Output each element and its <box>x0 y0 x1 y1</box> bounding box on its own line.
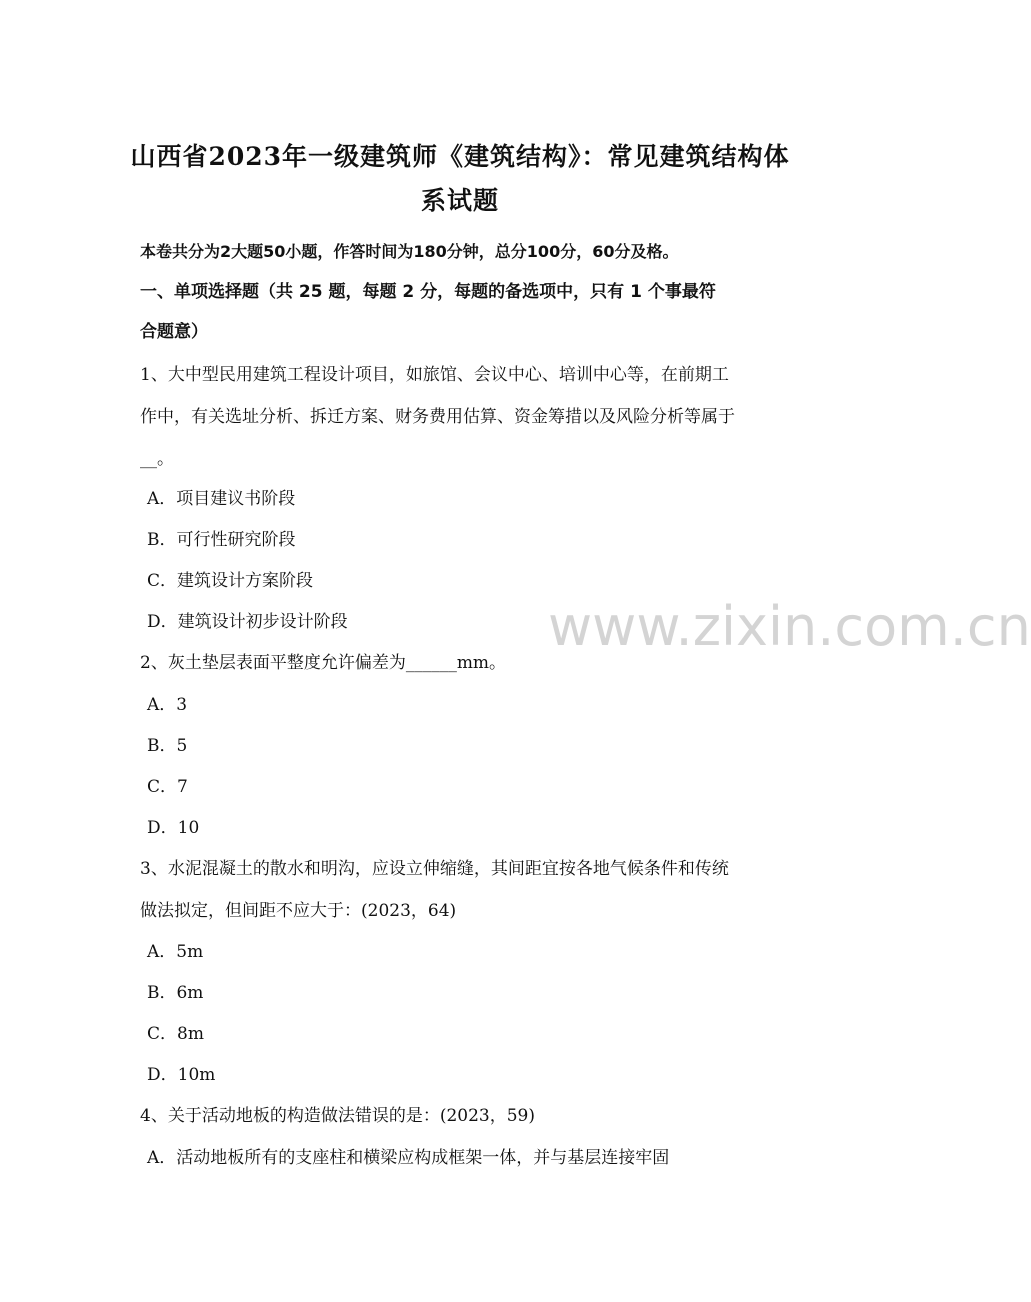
question-3-option-b: B．6m <box>147 983 204 1003</box>
question-3-line-2: 做法拟定，但间距不应大于：(2023，64) <box>140 901 457 921</box>
watermark: www.zixin.com.cn <box>548 595 1031 658</box>
document-title-line-1: 山西省2023年一级建筑师《建筑结构》：常见建筑结构体 <box>130 142 790 171</box>
question-2-option-d: D．10 <box>147 818 200 838</box>
document-title-line-2: 系试题 <box>420 186 499 215</box>
question-2-option-c: C．7 <box>147 777 188 797</box>
question-1-line-3: __。 <box>140 449 174 469</box>
question-1-line-1: 1、大中型民用建筑工程设计项目，如旅馆、会议中心、培训中心等，在前期工 <box>140 365 729 385</box>
question-3-line-1: 3、水泥混凝土的散水和明沟，应设立伸缩缝，其间距宜按各地气候条件和传统 <box>140 859 729 879</box>
question-4-line-1: 4、关于活动地板的构造做法错误的是：(2023，59) <box>140 1106 535 1126</box>
question-3-option-c: C．8m <box>147 1024 204 1044</box>
question-1-line-2: 作中，有关选址分析、拆迁方案、财务费用估算、资金筹措以及风险分析等属于 <box>140 407 735 427</box>
question-3-option-d: D．10m <box>147 1065 216 1085</box>
question-1-option-c: C．建筑设计方案阶段 <box>147 571 314 591</box>
section-heading-line-2: 合题意） <box>140 322 208 342</box>
question-1-option-a: A．项目建议书阶段 <box>147 489 296 509</box>
question-1-option-d: D．建筑设计初步设计阶段 <box>147 612 348 632</box>
question-2-line-1: 2、灰土垫层表面平整度允许偏差为______mm。 <box>140 653 507 673</box>
question-3-option-a: A．5m <box>147 942 204 962</box>
question-4-option-a: A．活动地板所有的支座柱和横梁应构成框架一体，并与基层连接牢固 <box>147 1148 670 1168</box>
question-1-option-b: B．可行性研究阶段 <box>147 530 296 550</box>
section-heading-line-1: 一、单项选择题（共 25 题，每题 2 分，每题的备选项中，只有 1 个事最符 <box>140 282 716 302</box>
question-2-option-b: B．5 <box>147 736 188 756</box>
exam-intro: 本卷共分为2大题50小题，作答时间为180分钟，总分100分，60分及格。 <box>140 242 679 261</box>
question-2-option-a: A．3 <box>147 695 188 715</box>
